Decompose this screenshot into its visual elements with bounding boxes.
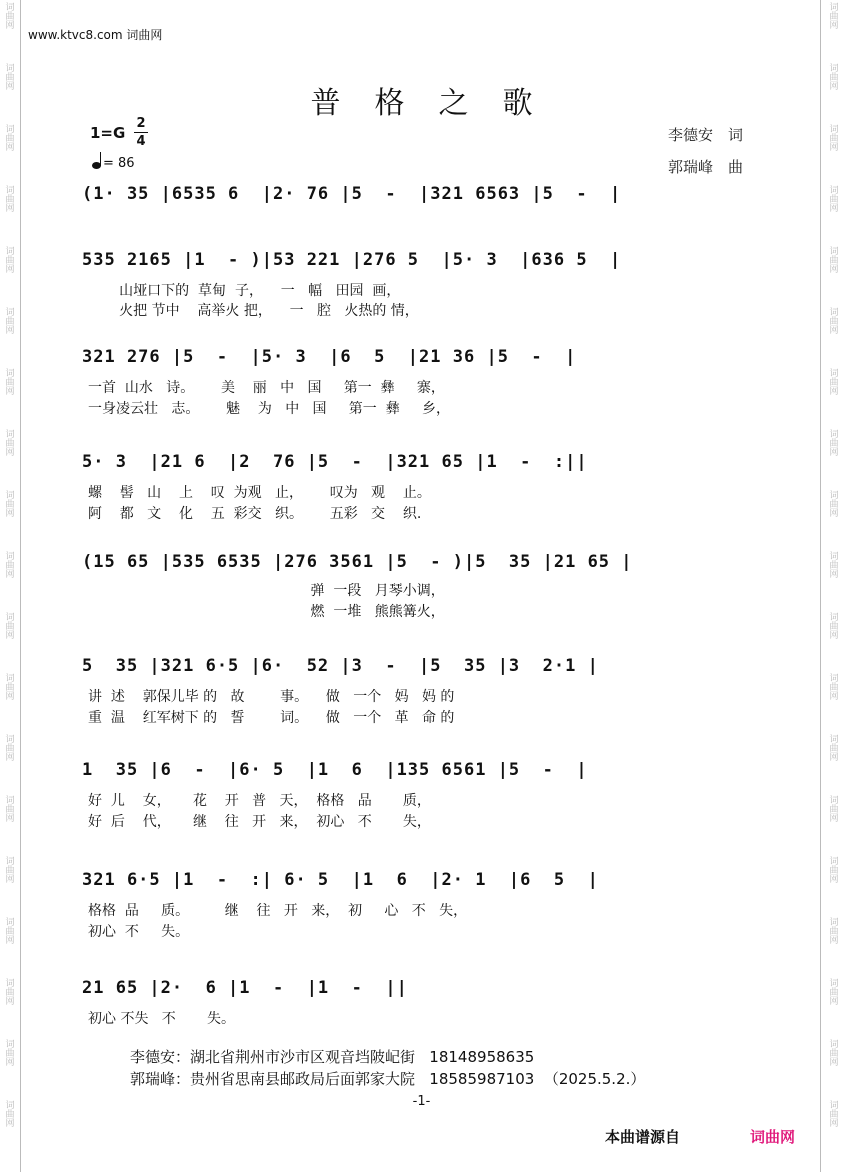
score-row-3 (82, 347, 762, 379)
source-label: 本曲谱源自 (605, 1128, 681, 1146)
watermark-text: 词曲网 (5, 796, 15, 824)
watermark-text: 词曲网 (829, 491, 839, 519)
watermark-text: 词曲网 (829, 1040, 839, 1068)
watermark-text: 词曲网 (5, 735, 15, 763)
watermark-text: 词曲网 (5, 918, 15, 946)
watermark-text: 词曲网 (829, 308, 839, 336)
watermark-text: 词曲网 (5, 186, 15, 214)
notation-line: 321 6·5 |1 - :| 6· 5 |1 6 |2· 1 |6 5 | (82, 870, 599, 890)
lyrics-verse-1: 螺 髻 山 上 叹 为观 止， 叹为 观 止。 (88, 485, 431, 501)
watermark-text: 词曲网 (829, 857, 839, 885)
watermark-text: 词曲网 (5, 125, 15, 153)
watermark-text: 词曲网 (5, 491, 15, 519)
watermark-text: 词曲网 (829, 186, 839, 214)
composer-address: 郭瑞峰：贵州省思南县邮政局后面郭家大院 18585987103 （2025.5.2.） (130, 1070, 646, 1088)
watermark-text: 词曲网 (5, 552, 15, 580)
watermark-text: 词曲网 (5, 857, 15, 885)
lyrics-verse-2: 阿 都 文 化 五 彩交 织。 五彩 交 织. (88, 506, 422, 522)
lyrics-verse-1: 初心 不失 不 失。 (88, 1011, 235, 1027)
lyrics-verse-1: 弹 一段 月琴小调， (88, 583, 445, 599)
score-row-4 (82, 452, 762, 484)
composer-credit: 郭瑞峰 曲 (668, 158, 744, 176)
watermark-text: 词曲网 (5, 369, 15, 397)
site-url[interactable]: www.ktvc8.com 词曲网 (28, 28, 163, 42)
left-border-line (20, 0, 21, 1172)
watermark-text: 词曲网 (5, 308, 15, 336)
page-number: -1- (412, 1094, 431, 1109)
lyrics-verse-1: 一首 山水 诗。 美 丽 中 国 第一 彝 寨， (88, 380, 445, 396)
song-title: 普格之歌 (310, 86, 567, 121)
watermark-text: 词曲网 (829, 125, 839, 153)
lyrics-verse-2: 好 后 代， 继 往 开 来， 初心 不 失， (88, 814, 431, 830)
notation-line: 21 65 |2· 6 |1 - |1 - || (82, 978, 408, 998)
score-row-9 (82, 978, 762, 1010)
lyrics-verse-2: 火把 节中 高举火 把， 一 腔 火热的 情， (88, 303, 419, 319)
watermark-text: 词曲网 (5, 3, 15, 31)
watermark-text: 词曲网 (829, 674, 839, 702)
watermark-text: 词曲网 (5, 674, 15, 702)
watermark-text: 词曲网 (829, 64, 839, 92)
watermark-text: 词曲网 (5, 613, 15, 641)
notation-line: 5· 3 |21 6 |2 76 |5 - |321 65 |1 - :|| (82, 452, 588, 472)
score-row-7 (82, 760, 762, 792)
score-row-1 (82, 184, 762, 216)
watermark-text: 词曲网 (5, 430, 15, 458)
watermark-text: 词曲网 (5, 64, 15, 92)
watermark-text: 词曲网 (829, 430, 839, 458)
lyrics-verse-1: 山垭口下的 草甸 子， 一 幅 田园 画， (88, 283, 401, 299)
lyrics-verse-1: 讲 述 郭保儿毕 的 故 事。 做 一个 妈 妈 的 (88, 689, 455, 705)
watermark-text: 词曲网 (829, 369, 839, 397)
lyrics-verse-1: 好 儿 女， 花 开 普 天， 格格 品 质， (88, 793, 431, 809)
tempo-marking: = 86 (92, 156, 135, 171)
watermark-text: 词曲网 (829, 3, 839, 31)
notation-line: (1· 35 |6535 6 |2· 76 |5 - |321 6563 |5 - | (82, 184, 622, 204)
watermark-text: 词曲网 (829, 552, 839, 580)
watermark-text: 词曲网 (829, 979, 839, 1007)
key-signature: 1=G (90, 124, 126, 142)
notation-line: 535 2165 |1 - )|53 221 |276 5 |5· 3 |636 5 | (82, 250, 622, 270)
lyrics-verse-2: 初心 不 失。 (88, 924, 190, 940)
lyricist-credit: 李德安 词 (668, 126, 744, 144)
watermark-text: 词曲网 (829, 735, 839, 763)
watermark-text: 词曲网 (5, 979, 15, 1007)
watermark-text: 词曲网 (829, 1101, 839, 1129)
time-signature: 2 4 (134, 116, 148, 149)
lyrics-verse-1: 格格 品 质。 继 往 开 来， 初 心 不 失， (88, 903, 468, 919)
notation-line: 321 276 |5 - |5· 3 |6 5 |21 36 |5 - | (82, 347, 577, 367)
lyricist-address: 李德安：湖北省荆州市沙市区观音垱陂屺街 18148958635 (130, 1048, 535, 1066)
notation-line: 5 35 |321 6·5 |6· 52 |3 - |5 35 |3 2·1 | (82, 656, 599, 676)
watermark-text: 词曲网 (829, 918, 839, 946)
watermark-text: 词曲网 (829, 613, 839, 641)
watermark-text: 词曲网 (5, 1040, 15, 1068)
notation-line: 1 35 |6 - |6· 5 |1 6 |135 6561 |5 - | (82, 760, 588, 780)
score-row-8 (82, 870, 762, 902)
score-row-6 (82, 656, 762, 688)
quarter-note-icon (92, 162, 101, 169)
right-border-line (820, 0, 821, 1172)
lyrics-verse-2: 一身凌云壮 志。 魅 为 中 国 第一 彝 乡， (88, 401, 450, 417)
notation-line: (15 65 |535 6535 |276 3561 |5 - )|5 35 |21 65 | (82, 552, 633, 572)
lyrics-verse-2: 燃 一堆 熊熊篝火， (88, 604, 445, 620)
watermark-text: 词曲网 (829, 796, 839, 824)
watermark-text: 词曲网 (829, 247, 839, 275)
lyrics-verse-2: 重 温 红军树下 的 誓 词。 做 一个 革 命 的 (88, 710, 455, 726)
watermark-text: 词曲网 (5, 1101, 15, 1129)
source-brand-link[interactable]: 词曲网 (750, 1128, 796, 1146)
score-row-2 (82, 250, 762, 282)
watermark-text: 词曲网 (5, 247, 15, 275)
